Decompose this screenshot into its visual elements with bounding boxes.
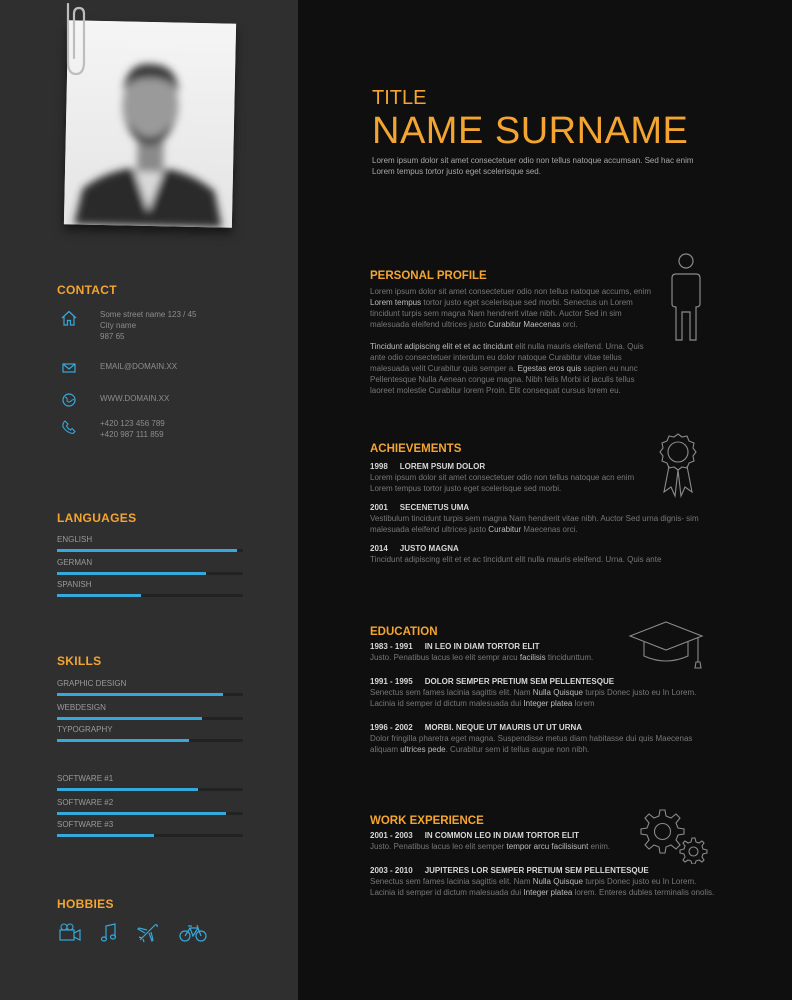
- education-name: DOLOR SEMPER PRETIUM SEM PELLENTESQUE: [424, 677, 615, 686]
- skill-label: SOFTWARE #2: [57, 798, 114, 807]
- education-name: IN LEO IN DIAM TORTOR ELIT: [424, 642, 540, 651]
- education-title: [370, 723, 720, 732]
- level-fill: [57, 717, 202, 720]
- skill-label: SPANISH: [57, 580, 92, 589]
- achievement-name: LOREM PSUM DOLOR: [399, 462, 486, 471]
- achievement-title: [370, 544, 720, 553]
- phone-2: +420 987 111 859: [100, 430, 164, 439]
- phone-icon: [60, 418, 78, 436]
- music-note-icon: [100, 922, 118, 944]
- skill-software-1: [57, 773, 243, 791]
- profile-paragraph-1: Lorem ipsum dolor sit amet consectetuer odio non tellus natoque accums, enim Lorem tempus tortor justo eget scelerisque sed morbi. Senectus un Lorem tincidunt turpis sem magna Nam hendrerit vitae nibh. Auctor Sed in sim malesuada eleifend ultrices justo Curabitur Maecenas orci.: [370, 287, 652, 329]
- level-fill: [57, 788, 198, 791]
- bicycle-icon: [178, 922, 208, 944]
- level-track: [57, 834, 243, 837]
- hobbies-heading: HOBBIES: [57, 897, 114, 911]
- skill-label: GERMAN: [57, 558, 93, 567]
- video-camera-icon: [58, 922, 82, 944]
- graduation-cap-icon: [628, 620, 708, 672]
- address-line-3: 987 65: [100, 332, 125, 341]
- education-years: 1983 - 1991: [370, 642, 413, 651]
- skill-label: ENGLISH: [57, 535, 93, 544]
- skill-software-3: [57, 819, 243, 837]
- work-heading: WORK EXPERIENCE: [370, 815, 484, 827]
- achievement-text: Tincidunt adipiscing elit et et ac tincidunt elit nulla mauris eleifend. Urna. Quis ante: [370, 555, 662, 564]
- address-line-1: Some street name 123 / 45: [100, 310, 197, 319]
- full-name: NAME SURNAME: [372, 110, 689, 152]
- level-track: [57, 594, 243, 597]
- profile-heading: PERSONAL PROFILE: [370, 270, 487, 282]
- gears-icon: [634, 806, 710, 864]
- award-ribbon-icon: [656, 432, 700, 506]
- email-address[interactable]: EMAIL@DOMAIN.XX: [100, 362, 178, 371]
- skill-label: WEBDESIGN: [57, 703, 106, 712]
- work-years: 2003 - 2010: [370, 866, 413, 875]
- contact-heading: CONTACT: [57, 283, 117, 297]
- phone-1: +420 123 456 789: [100, 419, 165, 428]
- level-track: [57, 717, 243, 720]
- skill-webdesign: [57, 702, 243, 720]
- achievements-heading: ACHIEVEMENTS: [370, 443, 462, 455]
- paperclip-icon: [60, 0, 90, 80]
- education-text: Dolor fringilla pharetra eget magna. Suspendisse metus diam habitasse dui quis Maecenas aliquam ultrices pede. Curabitur sem id tellus augue non nibh.: [370, 734, 693, 754]
- level-track: [57, 812, 243, 815]
- level-fill: [57, 693, 223, 696]
- home-icon: [60, 309, 78, 327]
- envelope-icon: [60, 361, 78, 375]
- education-name: MORBI. NEQUE UT MAURIS UT UT URNA: [424, 723, 583, 732]
- skill-label: TYPOGRAPHY: [57, 725, 113, 734]
- language-english: [57, 534, 243, 552]
- intro-text: Lorem ipsum dolor sit amet consectetuer odio non tellus natoque accumsan. Sed hac enim Lorem tempus tortor justo eget scelerisque sed.: [372, 156, 694, 176]
- contact-phone: [60, 418, 290, 440]
- level-fill: [57, 739, 189, 742]
- hobby-icons: [58, 922, 208, 944]
- skill-typography: [57, 724, 243, 742]
- education-title: [370, 677, 720, 686]
- profile-paragraph-2: Tincidunt adipiscing elit et et ac tincidunt elit nulla mauris eleifend. Urna. Quis ante odio consectetuer interdum eu dolor natoque Curabitur vitae tellus malesuada velit Curabitur quis semper a. Egestas eros quis sapien eu nunc Pellentesque Nulla Aenean congue magna. Nibh felis Morbi id iaculis tellus laoreet molestie Curabitur lorem Proin. Elit consequat cursus lorem eu.: [370, 342, 644, 395]
- contact-address: [60, 309, 290, 342]
- achievement-year: 1998: [370, 462, 388, 471]
- education-text: Senectus sem fames lacinia sagittis elit. Nam Nulla Quisque turpis Donec justo eu In Lorem. Lacinia id semper id dictum malesuada dui Integer platea lorem: [370, 688, 697, 708]
- language-german: [57, 557, 243, 575]
- level-track: [57, 739, 243, 742]
- airplane-icon: [136, 922, 160, 944]
- languages-heading: LANGUAGES: [57, 511, 137, 525]
- skill-label: GRAPHIC DESIGN: [57, 679, 127, 688]
- work-name: JUPITERES LOR SEMPER PRETIUM SEM PELLENTESQUE: [424, 866, 649, 875]
- skill-label: SOFTWARE #3: [57, 820, 114, 829]
- work-text: Justo. Penatibus lacus leo elit semper tempor arcu facilisisunt enim.: [370, 842, 611, 851]
- level-fill: [57, 549, 237, 552]
- website-url[interactable]: WWW.DOMAIN.XX: [100, 394, 170, 403]
- education-heading: EDUCATION: [370, 626, 438, 638]
- level-track: [57, 572, 243, 575]
- achievement-name: SECENETUS UMA: [399, 503, 470, 512]
- level-fill: [57, 834, 154, 837]
- education-text: Justo. Penatibus lacus leo elit sempr arcu facilisis tincidunttum.: [370, 653, 594, 662]
- job-title: TITLE: [372, 87, 427, 109]
- level-fill: [57, 594, 141, 597]
- contact-web: [60, 391, 290, 413]
- achievement-text: Lorem ipsum dolor sit amet consectetuer odio non tellus natoque acn enim Lorem tempus tortor justo eget scelerisque sed morbi.: [370, 473, 635, 493]
- work-years: 2001 - 2003: [370, 831, 413, 840]
- education-years: 1991 - 1995: [370, 677, 413, 686]
- work-title: [370, 866, 720, 875]
- level-track: [57, 788, 243, 791]
- globe-icon: [60, 391, 78, 409]
- contact-email: [60, 360, 290, 379]
- education-years: 1996 - 2002: [370, 723, 413, 732]
- person-icon: [666, 252, 706, 344]
- skill-label: SOFTWARE #1: [57, 774, 114, 783]
- work-name: IN COMMON LEO IN DIAM TORTOR ELIT: [424, 831, 580, 840]
- achievement-text: Vestibulum tincidunt turpis sem magna Nam hendrerit vitae nibh. Auctor Sed urna dignis- sim malesuada eleifend ultrices justo Curabitur Maecenas orci.: [370, 514, 699, 534]
- language-spanish: [57, 579, 243, 597]
- level-fill: [57, 572, 206, 575]
- level-track: [57, 693, 243, 696]
- achievement-year: 2014: [370, 544, 388, 553]
- achievement-year: 2001: [370, 503, 388, 512]
- skills-heading: SKILLS: [57, 654, 102, 668]
- skill-software-2: [57, 797, 243, 815]
- address-line-2: City name: [100, 321, 137, 330]
- level-track: [57, 549, 243, 552]
- level-fill: [57, 812, 226, 815]
- achievement-name: JUSTO MAGNA: [399, 544, 459, 553]
- skill-graphic-design: [57, 678, 243, 696]
- work-text: Senectus sem fames lacinia sagittis elit. Nam Nulla Quisque turpis Donec justo eu In Lorem. Lacinia id semper id dictum malesuada dui Integer platea lorem. Enteres dubles terminalis onolis.: [370, 877, 715, 897]
